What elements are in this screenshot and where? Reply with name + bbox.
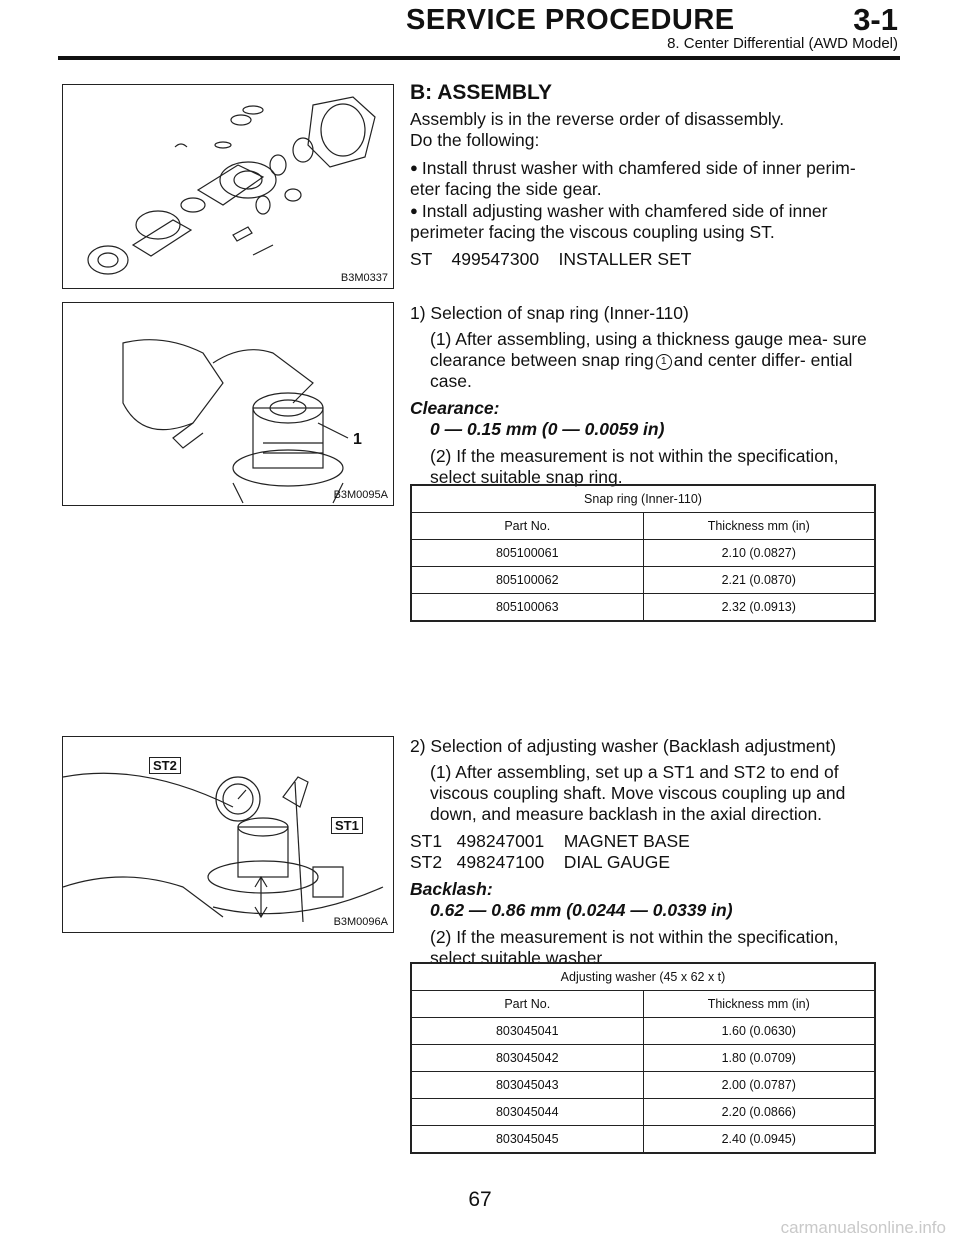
table-row: 803045041 1.60 (0.0630) bbox=[411, 1018, 875, 1045]
table-header-row bbox=[411, 991, 875, 1018]
table-header-row bbox=[411, 513, 875, 540]
dial-gauge-drawing bbox=[63, 737, 393, 932]
washer-sub1: (1) After assembling, set up a ST1 and ST2 to end of viscous coupling shaft. Move viscous coupling up and down, and measure backlash in the axial direction. bbox=[430, 762, 846, 824]
callout-1: 1 bbox=[353, 431, 362, 448]
figure-code: B3M0096A bbox=[333, 916, 388, 928]
assembly-st-line: ST 499547300 INSTALLER SET bbox=[410, 249, 692, 269]
snap-ring-sub2: (2) If the measurement is not within the specification, select suitable snap ring. bbox=[430, 446, 839, 487]
assembly-section bbox=[410, 82, 880, 270]
table-row: 803045044 2.20 (0.0866) bbox=[411, 1099, 875, 1126]
assembly-heading: B: ASSEMBLY bbox=[410, 81, 552, 104]
figure-thickness-gauge bbox=[62, 302, 394, 506]
section-subtitle: 8. Center Differential (AWD Model) bbox=[667, 35, 898, 52]
washer-st2: ST2 498247100 DIAL GAUGE bbox=[410, 852, 671, 872]
washer-table bbox=[410, 962, 876, 1154]
snap-ring-step: 1) Selection of snap ring (Inner-110) bbox=[410, 303, 689, 323]
assembly-bullet-2: ● Install adjusting washer with chamfered side of inner perimeter facing the viscous coupling using ST. bbox=[410, 200, 880, 243]
snap-ring-sub1: (1) After assembling, using a thickness gauge mea- sure clearance between snap ring 1 and center differ- ential case. bbox=[430, 329, 867, 391]
snap-ring-table bbox=[410, 484, 876, 622]
table-header: Part No. bbox=[411, 513, 643, 540]
table-row: 805100062 2.21 (0.0870) bbox=[411, 567, 875, 594]
washer-section bbox=[410, 736, 880, 969]
assembly-bullet-1: ● Install thrust washer with chamfered side of inner perim- eter facing the side gear. bbox=[410, 157, 880, 200]
table-header: Thickness mm (in) bbox=[643, 513, 875, 540]
figure-dial-gauge bbox=[62, 736, 394, 933]
table-row: 805100063 2.32 (0.0913) bbox=[411, 594, 875, 622]
washer-step: 2) Selection of adjusting washer (Backlash adjustment) bbox=[410, 736, 837, 756]
exploded-view-drawing bbox=[63, 85, 393, 288]
washer-st1: ST1 498247001 MAGNET BASE bbox=[410, 831, 690, 851]
table-row: 805100061 2.10 (0.0827) bbox=[411, 540, 875, 567]
assembly-intro-2: Do the following: bbox=[410, 130, 540, 150]
assembly-intro-1: Assembly is in the reverse order of disassembly. bbox=[410, 109, 785, 129]
table-title-row bbox=[411, 485, 875, 513]
section-title: SERVICE PROCEDURE bbox=[406, 4, 735, 36]
figure-code: B3M0095A bbox=[333, 489, 388, 501]
table-title: Snap ring (Inner-110) bbox=[411, 485, 875, 513]
callout-st2: ST2 bbox=[149, 757, 181, 774]
clearance-value: 0 — 0.15 mm (0 — 0.0059 in) bbox=[430, 419, 665, 439]
page-number: 67 bbox=[468, 1188, 492, 1211]
table-row: 803045045 2.40 (0.0945) bbox=[411, 1126, 875, 1154]
table-header: Part No. bbox=[411, 991, 643, 1018]
figure-exploded-view bbox=[62, 84, 394, 289]
table-title-row bbox=[411, 963, 875, 991]
snap-ring-section bbox=[410, 303, 880, 488]
thickness-gauge-drawing bbox=[63, 303, 393, 505]
backlash-value: 0.62 — 0.86 mm (0.0244 — 0.0339 in) bbox=[430, 900, 733, 920]
callout-circle: 1 bbox=[656, 354, 672, 370]
table-row: 803045042 1.80 (0.0709) bbox=[411, 1045, 875, 1072]
watermark: carmanualsonline.info bbox=[780, 1218, 946, 1237]
figure-code: B3M0337 bbox=[340, 272, 388, 284]
clearance-label: Clearance: bbox=[410, 398, 500, 418]
callout-st1: ST1 bbox=[331, 817, 363, 834]
page-header bbox=[58, 0, 900, 60]
backlash-label: Backlash: bbox=[410, 879, 493, 899]
table-row: 803045043 2.00 (0.0787) bbox=[411, 1072, 875, 1099]
table-title: Adjusting washer (45 x 62 x t) bbox=[411, 963, 875, 991]
section-number: 3-1 bbox=[853, 2, 898, 37]
washer-sub2: (2) If the measurement is not within the specification, select suitable washer. bbox=[430, 927, 839, 968]
table-header: Thickness mm (in) bbox=[643, 991, 875, 1018]
